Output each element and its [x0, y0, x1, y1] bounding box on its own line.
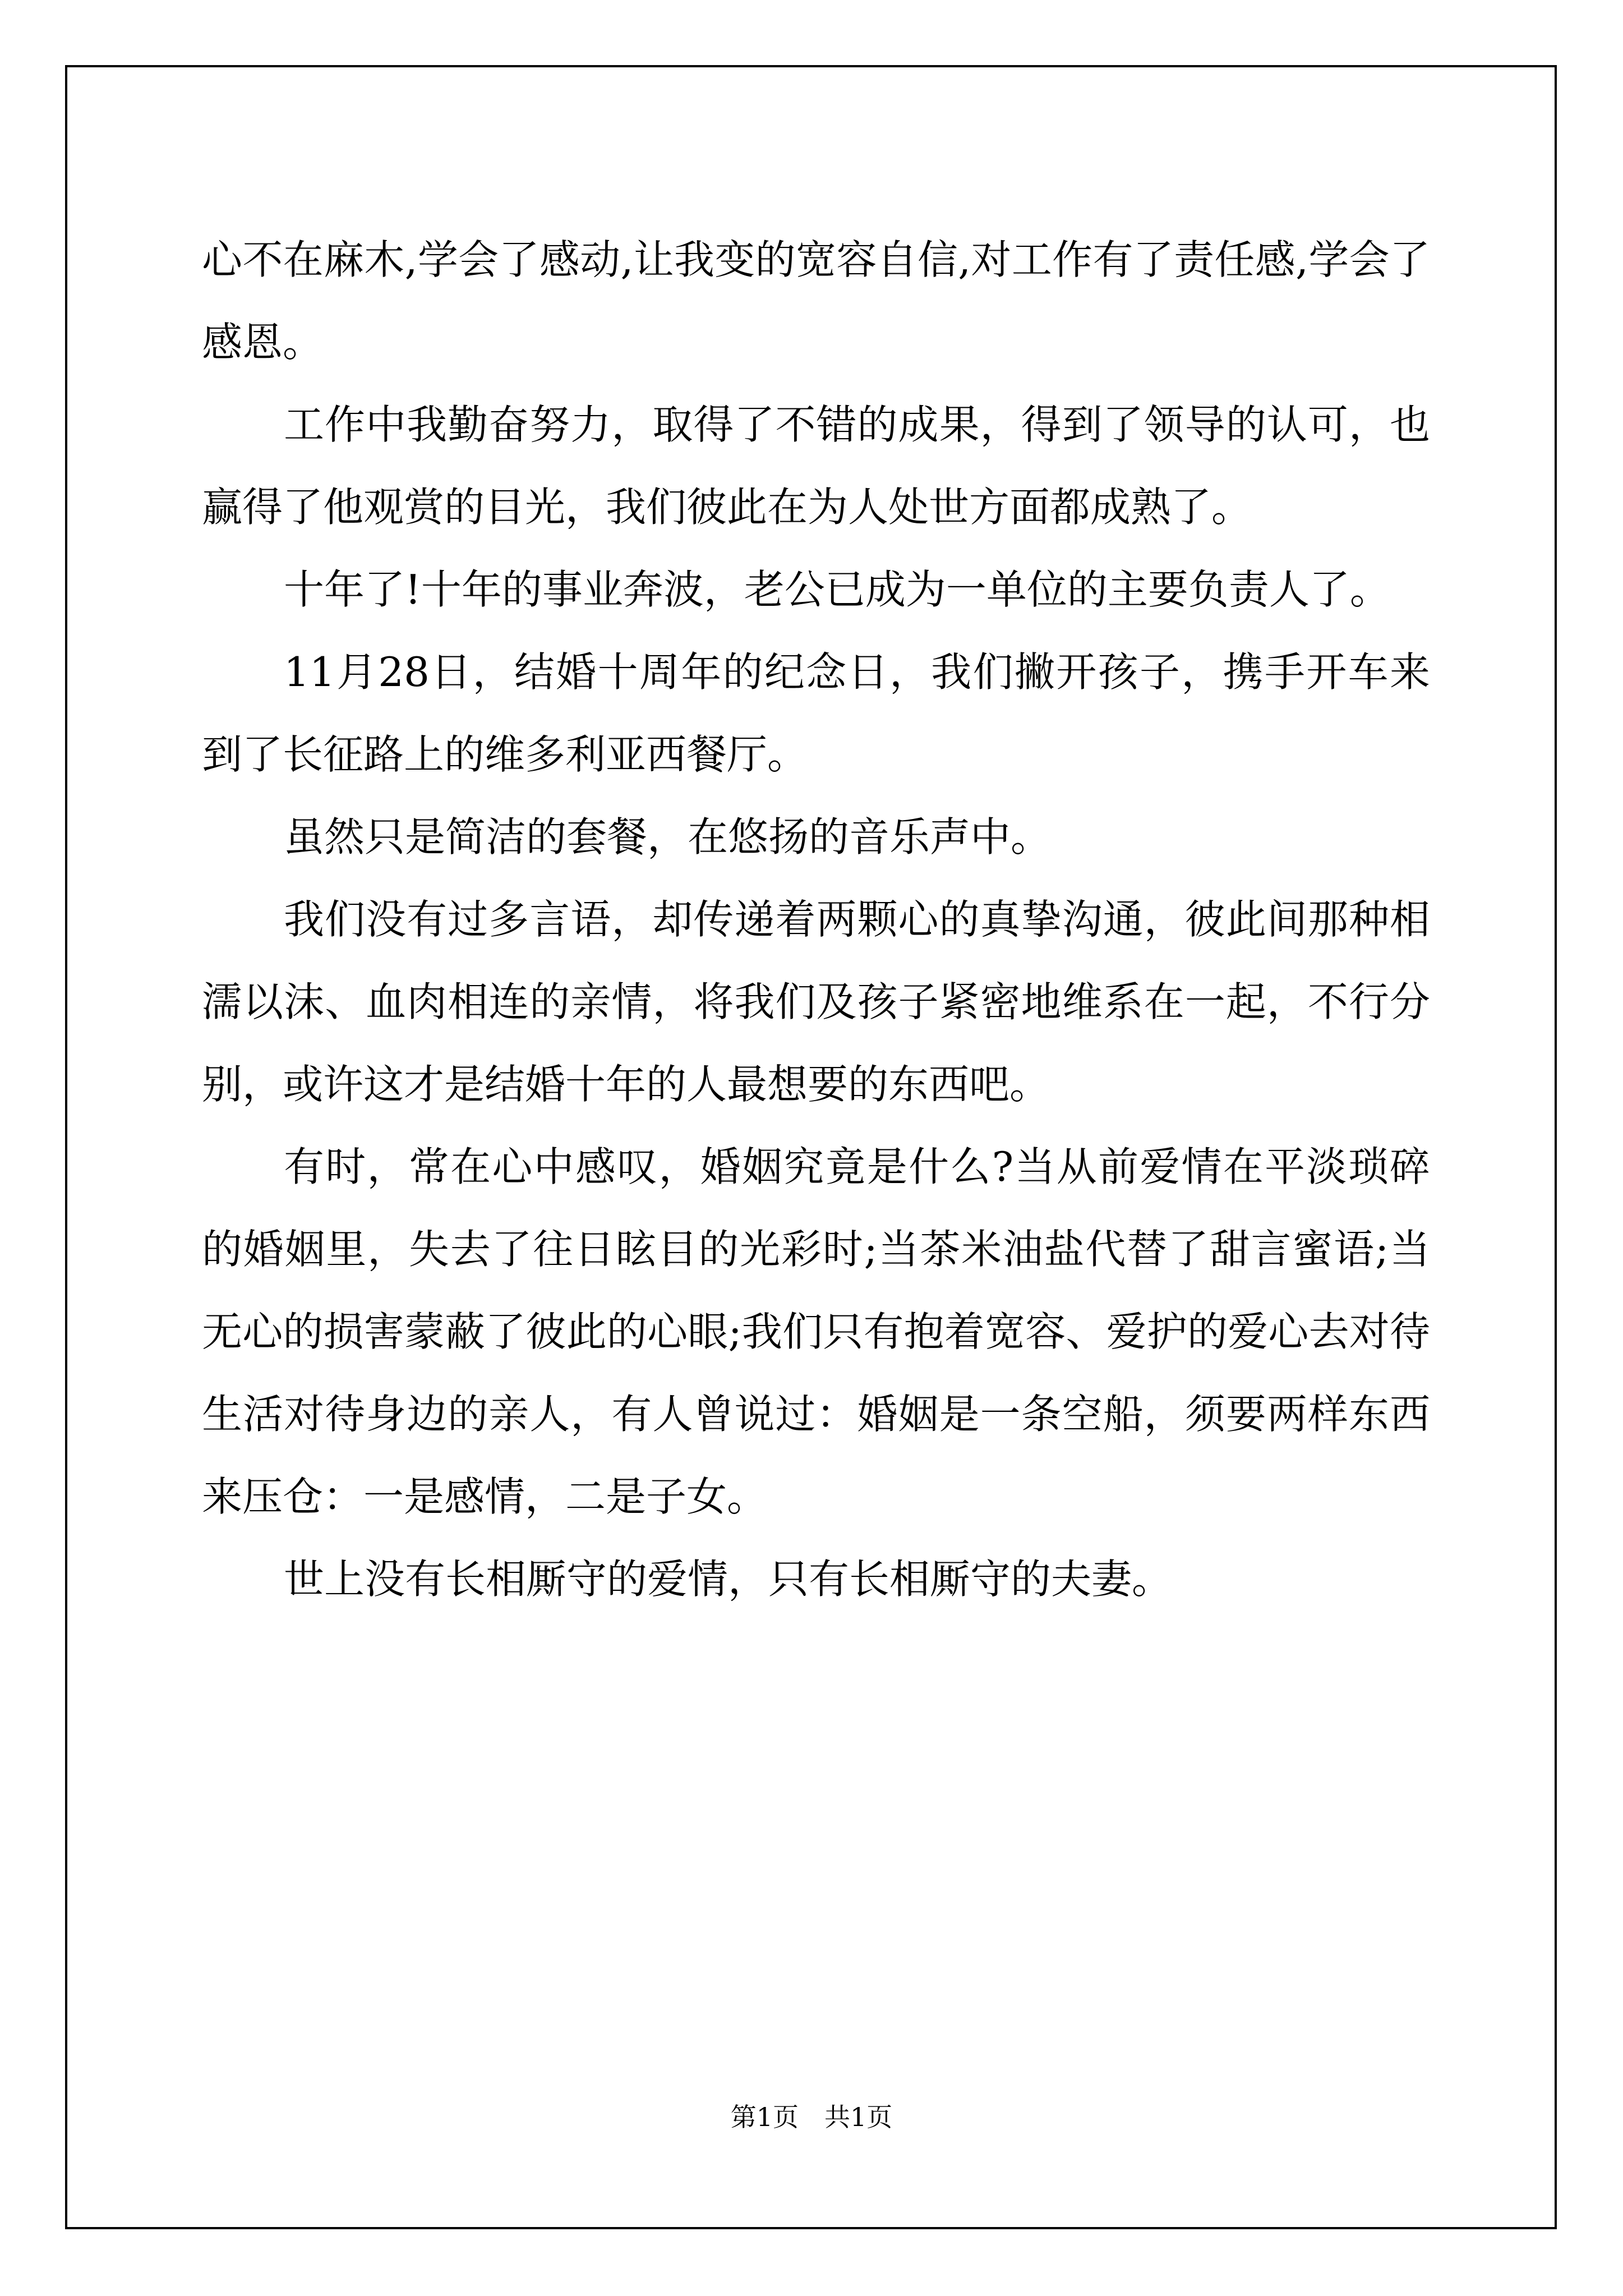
- paragraph: 有时，常在心中感叹，婚姻究竟是什么?当从前爱情在平淡琐碎的婚姻里，失去了往日眩目的光彩时;当茶米油盐代替了甜言蜜语;当无心的损害蒙蔽了彼此的心眼;我们只有抱着宽容、爱护的爱心去对待生活对待身边的亲人，有人曾说过：婚姻是一条空船，须要两样东西来压仓：一是感情，二是子女。: [202, 1143, 1430, 1520]
- document-body: [202, 219, 1430, 1621]
- paragraph: 11月28日，结婚十周年的纪念日，我们撇开孩子，携手开车来到了长征路上的维多利亚西餐厅。: [202, 648, 1430, 778]
- paragraph: 十年了!十年的事业奔波，老公已成为一单位的主要负责人了。: [284, 566, 1390, 613]
- paragraph: 世上没有长相厮守的爱情，只有长相厮守的夫妻。: [284, 1556, 1173, 1603]
- page-footer: [0, 2097, 1623, 2134]
- page-number-total: 共1页: [824, 2102, 893, 2132]
- paragraph: 工作中我勤奋努力，取得了不错的成果，得到了领导的认可，也赢得了他观赏的目光，我们彼此在为人处世方面都成熟了。: [202, 401, 1430, 531]
- paragraph: 虽然只是简洁的套餐，在悠扬的音乐声中。: [284, 813, 1052, 861]
- paragraph: 我们没有过多言语，却传递着两颗心的真挚沟通，彼此间那种相濡以沫、血肉相连的亲情，将我们及孩子紧密地维系在一起，不行分别，或许这才是结婚十年的人最想要的东西吧。: [202, 896, 1430, 1108]
- page-number-current: 第1页: [730, 2102, 799, 2132]
- paragraph: 心不在麻木,学会了感动,让我变的宽容自信,对工作有了责任感,学会了感恩。: [202, 236, 1430, 366]
